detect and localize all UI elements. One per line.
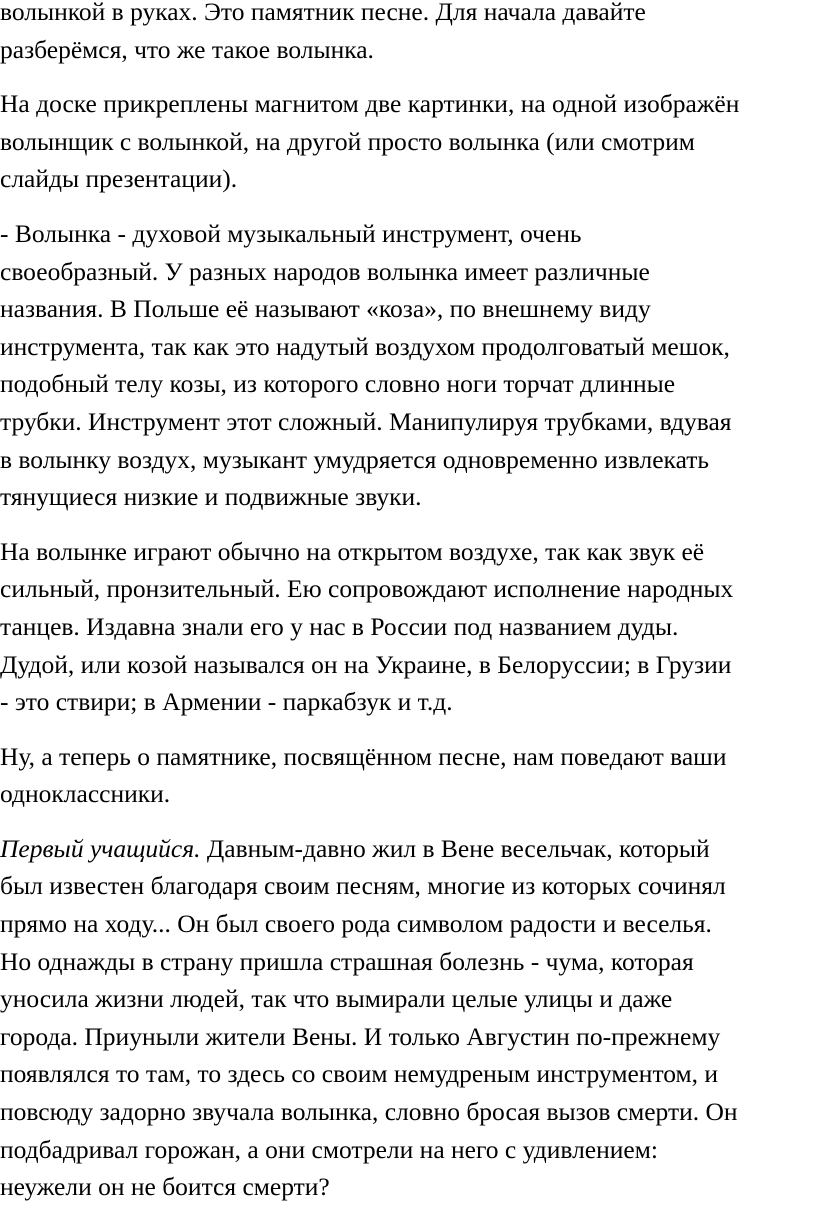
text-line: подбадривал горожан, а они смотрели на него с удивлением: <box>0 1134 658 1164</box>
text-line: уносила жизни людей, так что вымирали целые улицы и даже <box>0 984 673 1014</box>
text-line: разберёмся, что же такое волынка. <box>0 34 374 64</box>
text-line: подобный телу козы, из которого словно ноги торчат длинные <box>0 369 676 399</box>
text-line: трубки. Инструмент этот сложный. Манипулируя трубками, вдувая <box>0 406 732 436</box>
text-line: был известен благодаря своим песням, многие из которых сочинял <box>0 871 726 901</box>
speaker-paragraph <box>0 830 816 1206</box>
text-line: Но однажды в страну пришла страшная болезнь - чума, которая <box>0 946 694 976</box>
text-line: - это ствири; в Армении - паркабзук и т.д. <box>0 687 453 717</box>
text-line: Дудой, или козой назывался он на Украине, в Белоруссии; в Грузии <box>0 649 732 679</box>
text-line: своеобразный. У разных народов волынка имеет различные <box>0 256 650 286</box>
paragraph <box>0 85 816 198</box>
text-line: тянущиеся низкие и подвижные звуки. <box>0 482 422 512</box>
text-line: На волынке играют обычно на открытом воздухе, так как звук её <box>0 536 705 566</box>
text-line: одноклассники. <box>0 779 171 809</box>
text-line: сильный, пронзительный. Ею сопровождают исполнение народных <box>0 574 734 604</box>
paragraph <box>0 738 816 813</box>
paragraph <box>0 533 816 721</box>
text-line: волынкой в руках. Это памятник песне. Для начала давайте <box>0 0 646 26</box>
text-line: Ну, а теперь о памятнике, посвящённом песне, нам поведают ваши <box>0 741 727 771</box>
text-line: - Волынка - духовой музыкальный инструмент, очень <box>0 218 582 248</box>
text-line: появлялся то там, то здесь со своим немудреным инструментом, и <box>0 1059 719 1089</box>
text-line: в волынку воздух, музыкант умудряется одновременно извлекать <box>0 444 709 474</box>
speaker-label: Первый учащийся. <box>0 833 201 863</box>
text-line: названия. В Польше её называют «коза», по внешнему виду <box>0 294 651 324</box>
text-line: прямо на ходу... Он был своего рода символом радости и веселья. <box>0 909 712 939</box>
text-line: волынщик с волынкой, на другой просто волынка (или смотрим <box>0 126 695 156</box>
speaker-lines <box>0 871 738 1201</box>
text-line: слайды презентации). <box>0 164 238 194</box>
text-line: неужели он не боится смерти? <box>0 1172 330 1202</box>
text-line: города. Приуныли жители Вены. И только Августин по-прежнему <box>0 1021 721 1051</box>
text-line: На доске прикреплены магнитом две картинки, на одной изображён <box>0 89 740 119</box>
text-line: танцев. Издавна знали его у нас в России под названием дуды. <box>0 611 679 641</box>
paragraph <box>0 0 816 68</box>
speaker-first-line: Давным-давно жил в Вене весельчак, который <box>200 833 710 863</box>
text-line: повсюду задорно звучала волынка, словно бросая вызов смерти. Он <box>0 1097 738 1127</box>
text-line: инструмента, так как это надутый воздухом продолговатый мешок, <box>0 331 730 361</box>
paragraph <box>0 215 816 516</box>
